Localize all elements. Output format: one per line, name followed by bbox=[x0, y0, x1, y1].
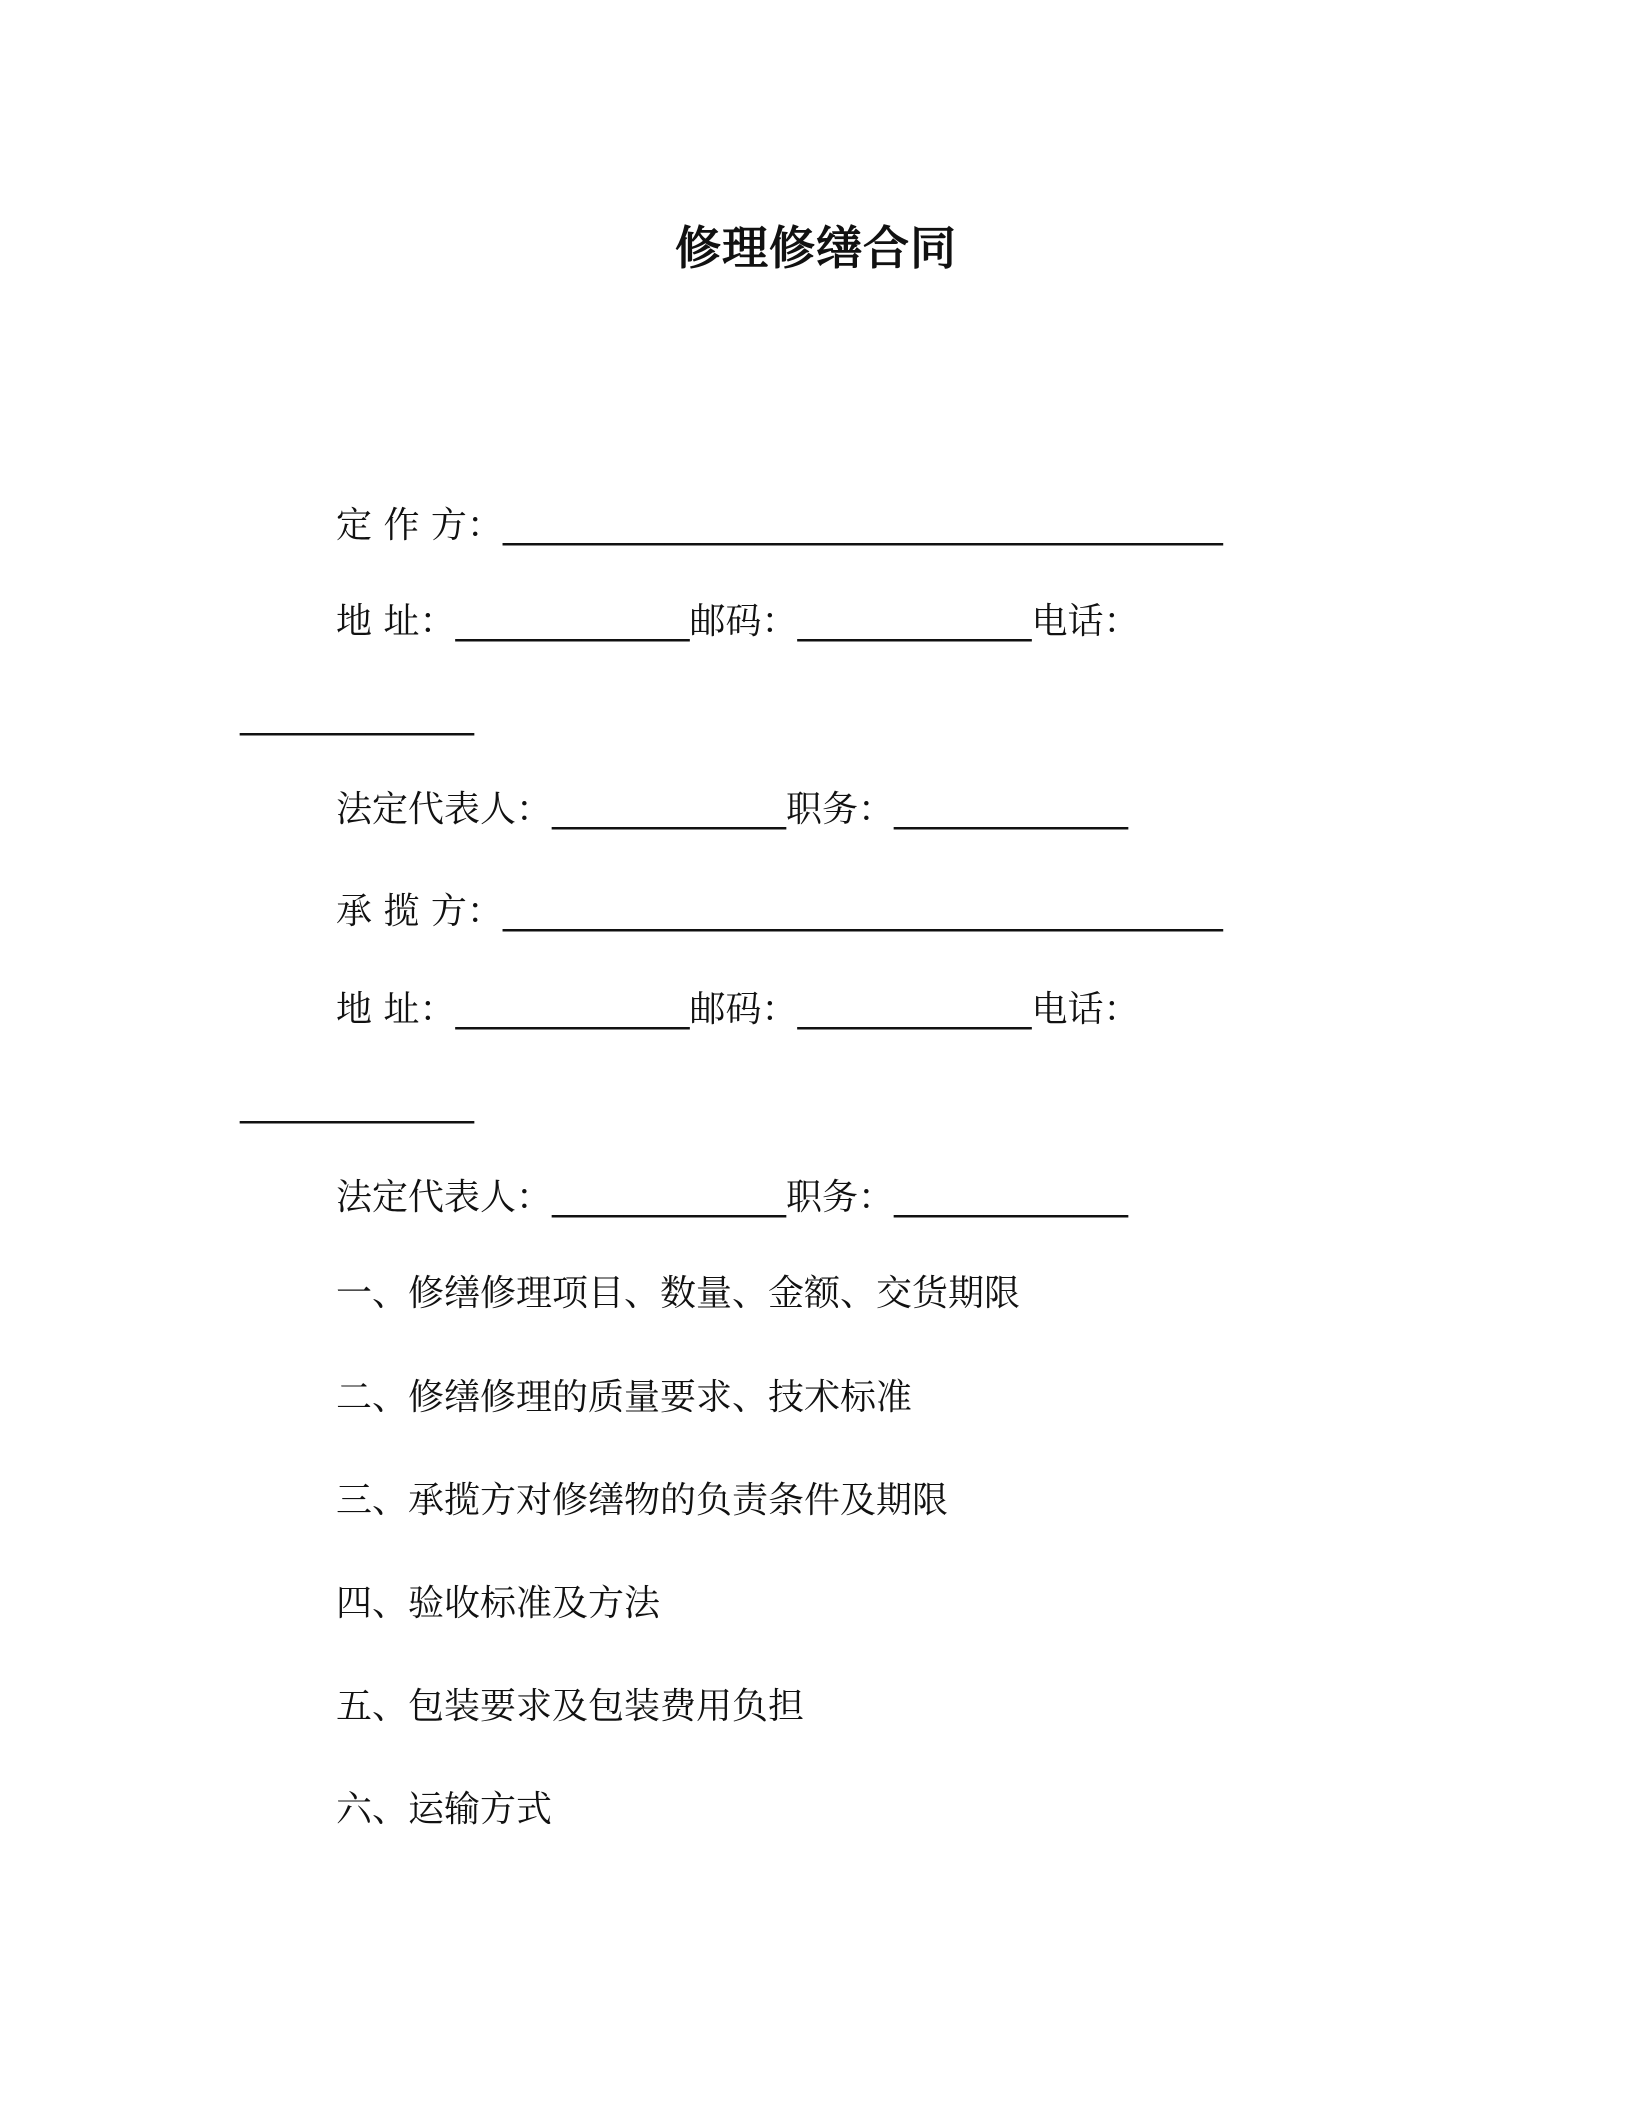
party-a-address-label: 地 址： bbox=[336, 601, 456, 642]
party-b-representative-label: 法定代表人： bbox=[336, 1177, 553, 1218]
party-a-representative-blank: _____________ bbox=[552, 789, 787, 830]
section-heading-6: 六、运输方式 bbox=[336, 1789, 553, 1830]
party-a-representative-label: 法定代表人： bbox=[336, 789, 553, 830]
section-heading-4: 四、验收标准及方法 bbox=[336, 1583, 661, 1624]
party-a-address-blank: _____________ bbox=[455, 601, 690, 642]
party-a-phone-label: 电话： bbox=[1031, 601, 1140, 642]
section-heading-3: 三、承揽方对修缮物的负责条件及期限 bbox=[336, 1480, 949, 1521]
party-a-phone-line bbox=[240, 692, 474, 740]
section-heading-5: 五、包装要求及包装费用负担 bbox=[336, 1686, 805, 1727]
party-b-address-blank: _____________ bbox=[455, 989, 690, 1030]
party-b-zip-label: 邮码： bbox=[689, 989, 798, 1030]
party-a-position-label: 职务： bbox=[786, 789, 895, 830]
party-b-contact-line bbox=[336, 986, 1139, 1034]
party-b-address-label: 地 址： bbox=[336, 989, 456, 1030]
party-a-name-line bbox=[336, 502, 1223, 550]
party-a-zip-label: 邮码： bbox=[689, 601, 798, 642]
party-b-phone-blank: _____________ bbox=[240, 1083, 474, 1124]
section-heading-2: 二、修缮修理的质量要求、技术标准 bbox=[336, 1377, 913, 1418]
party-b-position-blank: _____________ bbox=[894, 1177, 1129, 1218]
party-a-zip-blank: _____________ bbox=[797, 601, 1032, 642]
section-heading-1: 一、修缮修理项目、数量、金额、交货期限 bbox=[336, 1273, 1021, 1314]
party-a-position-blank: _____________ bbox=[894, 789, 1129, 830]
party-b-representative-blank: _____________ bbox=[552, 1177, 787, 1218]
party-a-representative-line bbox=[336, 786, 1128, 834]
party-b-zip-blank: _____________ bbox=[797, 989, 1032, 1030]
party-b-representative-line bbox=[336, 1174, 1128, 1222]
party-a-contact-line bbox=[336, 598, 1139, 646]
party-a-phone-blank: _____________ bbox=[240, 695, 474, 736]
party-b-phone-label: 电话： bbox=[1031, 989, 1140, 1030]
document-title: 修理修缮合同 bbox=[675, 221, 957, 275]
party-b-name-label: 承 揽 方： bbox=[336, 891, 503, 932]
party-a-name-blank: ________________________________________ bbox=[502, 505, 1223, 546]
party-b-phone-line bbox=[240, 1080, 474, 1128]
party-b-position-label: 职务： bbox=[786, 1177, 895, 1218]
party-b-name-blank: ________________________________________ bbox=[502, 891, 1223, 932]
party-a-name-label: 定 作 方： bbox=[336, 505, 503, 546]
party-b-name-line bbox=[336, 888, 1223, 936]
